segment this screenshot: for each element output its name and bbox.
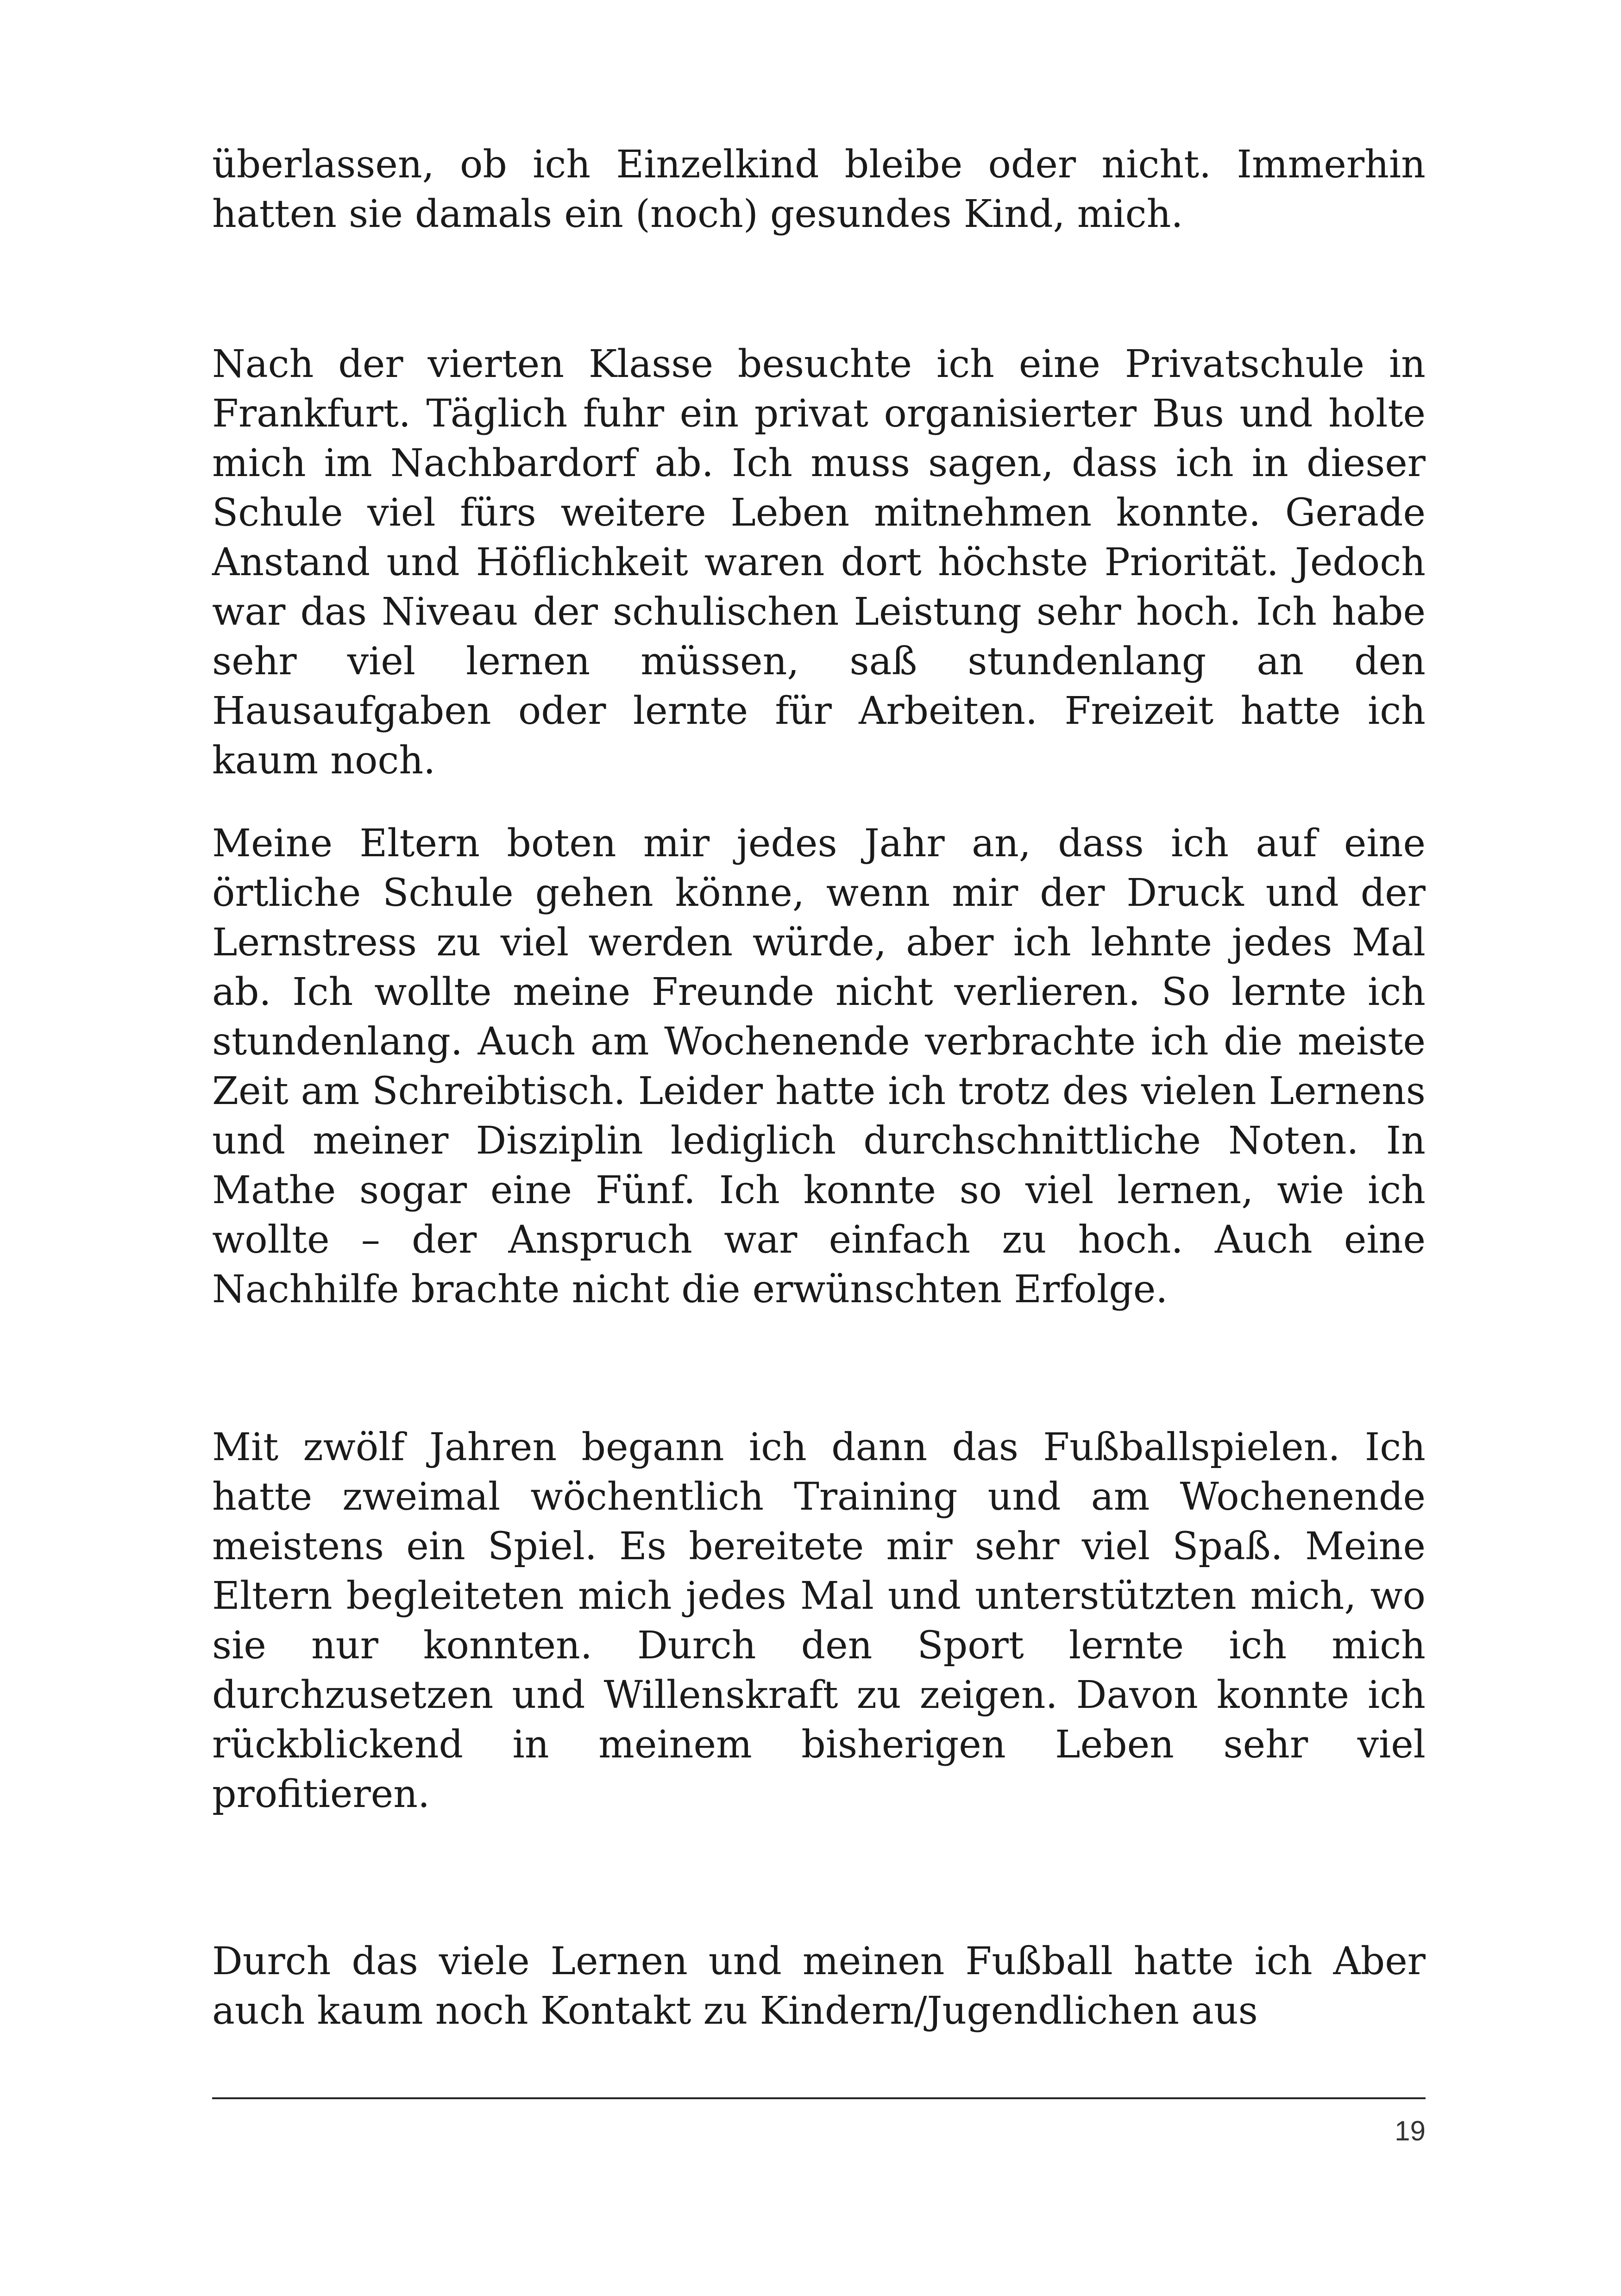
paragraph-text: Durch das viele Lernen und meinen Fußball hatte ich Aber auch kaum noch Kontakt zu Kindern/Jugendlichen aus: [212, 1939, 1426, 2033]
paragraph-text: überlassen, ob ich Einzelkind bleibe oder nicht. Immerhin hatten sie damals ein (noch) gesundes Kind, mich.: [212, 143, 1426, 236]
paragraph: [212, 819, 1426, 1314]
page-number: 19: [1395, 2115, 1426, 2146]
footer-divider: [212, 2097, 1426, 2099]
paragraph: [212, 140, 1426, 239]
paragraph-text: Nach der vierten Klasse besuchte ich eine Privatschule in Frankfurt. Täglich fuhr ein privat organisierter Bus und holte mich im Nachbardorf ab. Ich muss sagen, dass ich in dieser Schule viel fürs weitere Leben mitnehmen konnte. Gerade Anstand und Höflichkeit waren dort höchste Priorität. Jedoch war das Niveau der schulischen Leistung sehr hoch. Ich habe sehr viel lernen müssen, saß stundenlang an den Hausaufgaben oder lernte für Arbeiten. Freizeit hatte ich kaum noch.: [212, 342, 1426, 783]
paragraph: [212, 339, 1426, 785]
paragraph: [212, 1423, 1426, 1819]
paragraph-text: Mit zwölf Jahren begann ich dann das Fußballspielen. Ich hatte zweimal wöchentlich Training und am Wochenende meistens ein Spiel. Es bereitete mir sehr viel Spaß. Meine Eltern begleiteten mich jedes Mal und unterstützten mich, wo sie nur konnten. Durch den Sport lernte ich mich durchzusetzen und Willenskraft zu zeigen. Davon konnte ich rückblickend in meinem bisherigen Leben sehr viel profitieren.: [212, 1425, 1426, 1816]
paragraph: [212, 1937, 1426, 2036]
paragraph-text: Meine Eltern boten mir jedes Jahr an, dass ich auf eine örtliche Schule gehen könne, wenn mir der Druck und der Lernstress zu viel werden würde, aber ich lehnte jedes Mal ab. Ich wollte meine Freunde nicht verlieren. So lernte ich stundenlang. Auch am Wochenende verbrachte ich die meiste Zeit am Schreibtisch. Leider hatte ich trotz des vielen Lernens und meiner Disziplin lediglich durchschnittliche Noten. In Mathe sogar eine Fünf. Ich konnte so viel lernen, wie ich wollte – der Anspruch war einfach zu hoch. Auch eine Nachhilfe brachte nicht die erwünschten Erfolge.: [212, 822, 1426, 1311]
